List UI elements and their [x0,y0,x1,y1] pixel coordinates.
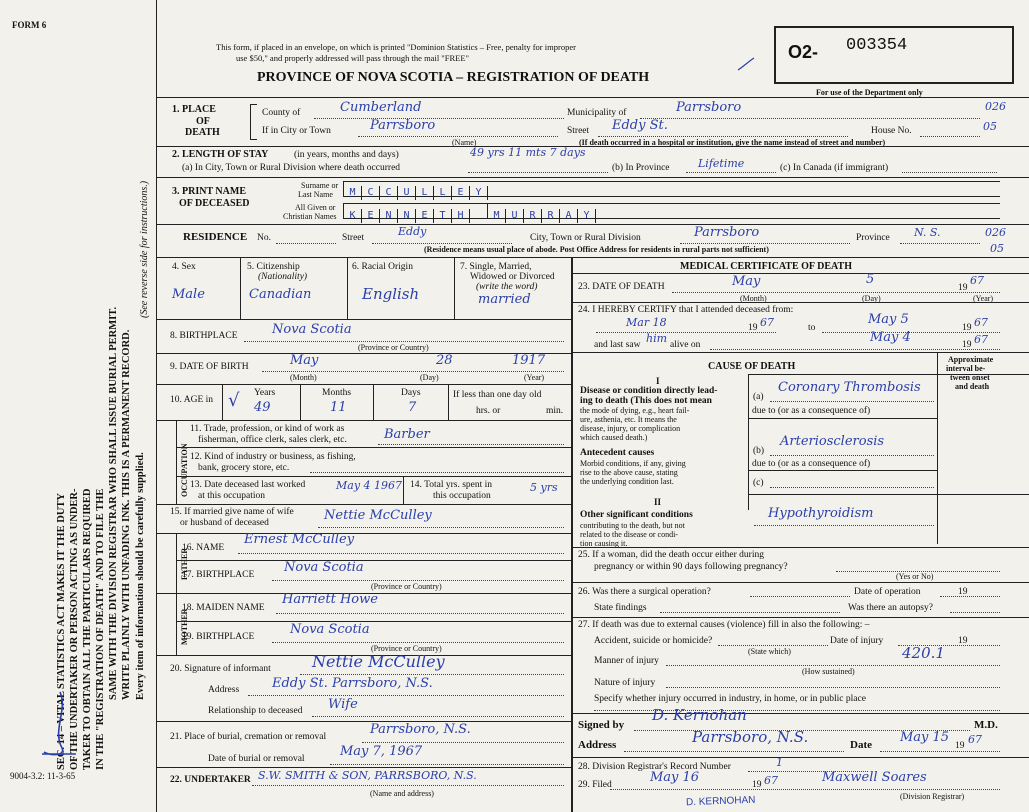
stay-label: 2. LENGTH OF STAY [172,149,269,160]
check-mark: √ [228,390,240,411]
age-years-value: 49 [254,400,271,415]
last-worked-label-1: 13. Date deceased last worked [190,480,306,490]
racial-origin-label: 6. Racial Origin [352,262,413,272]
informant-address-label: Address [208,685,240,695]
stay-c-label: (c) In Canada (if immigrant) [780,163,889,173]
record-number-value: 1 [776,756,783,769]
dob-month: May [290,353,319,368]
given-letter-boxes [343,203,1000,219]
to-year: 67 [974,316,988,329]
registration-number: 003354 [846,36,908,55]
other-conditions-value: Hypothyroidism [768,506,874,521]
last-worked-label-2: at this occupation [198,491,266,501]
dob-year: 1917 [512,353,546,368]
statute-notice-line6: WRITE PLAINLY WITH UNFADING INK. THIS IS A PERMANENT RECORD. [121,329,132,700]
dod-year-sub: (Year) [973,294,994,303]
from-year-prefix: 19 [748,323,758,333]
stay-a-value: 49 yrs 11 mts 7 days [470,146,586,159]
county-code: 026 [985,100,1006,113]
residence-label: RESIDENCE [183,231,248,243]
interval-label-3: tween onset [950,373,990,382]
antecedent-label-4: the underlying condition last. [580,477,674,486]
date-operation-label: Date of operation [854,587,921,597]
surname-letter: M [344,186,362,200]
given-letter: U [506,209,524,223]
form-title: PROVINCE OF NOVA SCOTIA – REGISTRATION OF DEATH [257,70,650,85]
state-findings-label: State findings [594,603,647,613]
residence-code1: 026 [985,226,1006,239]
stay-a-label: (a) In City, Town or Rural Division where death occurred [182,163,401,173]
filed-year-prefix: 19 [752,780,762,790]
q27-label: 27. If death was due to external causes (violence) fill in also the following: – [578,620,870,630]
burial-date-label: Date of burial or removal [208,754,305,764]
autopsy-label: Was there an autopsy? [848,603,933,613]
city-value: Parrsboro [370,118,436,133]
signature-date-label: Date [850,739,872,751]
burial-place-label: 21. Place of burial, cremation or removal [170,732,327,742]
father-birthplace-label: 17. BIRTHPLACE [182,570,255,580]
doctor-name-stamp: D. KERNOHAN [685,794,756,809]
sex-label: 4. Sex [172,262,196,272]
cause-title: CAUSE OF DEATH [708,361,796,372]
disease-label-2: ing to death (This does not mean [580,396,712,406]
place-label-3: DEATH [185,127,220,138]
city-label: If in City or Town [262,126,331,136]
trade-value: Barber [384,427,430,442]
dod-month: May [732,274,761,289]
surname-letter-boxes [343,181,1000,197]
cause-a-value: Coronary Thrombosis [778,380,921,395]
trade-label-2: fisherman, office clerk, sales clerk, etc. [198,435,347,445]
registration-prefix: O2- [788,42,819,62]
dod-label: 23. DATE OF DEATH [578,282,665,292]
signed-by-value: D. Kernohan [652,706,747,724]
house-number-label: House No. [871,126,912,136]
pen-mark [736,54,756,74]
father-name-value: Ernest McCulley [244,532,355,547]
residence-province-label: Province [856,233,890,243]
mother-maiden-label: 18. MAIDEN NAME [182,603,265,613]
accident-label: Accident, suicide or homicide? [594,636,713,646]
disease-label-4: ure, asthenia, etc. It means the [580,415,677,424]
given-letter: T [434,209,452,223]
disease-label-3: the mode of dying, e.g., heart fail- [580,406,690,415]
birthplace-sub: (Province or Country) [358,343,429,352]
municipality-value: Parrsboro [676,100,742,115]
spouse-label-1: 15. If married give name of wife [170,507,294,517]
alive-on-label: alive on [670,340,701,350]
given-letter: M [488,209,506,223]
surname-letter: L [434,186,452,200]
father-side-label: FATHER [180,547,189,580]
antecedent-label-3: rise to the above cause, stating [580,468,678,477]
house-code: 05 [983,120,997,133]
antecedent-label-1: Antecedent causes [580,448,655,458]
citizenship-label: 5. Citizenship [247,262,300,272]
place-label-1: 1. PLACE [172,104,216,115]
hrs-label: hrs. or [476,406,501,416]
interval-label-2: interval be- [946,364,986,373]
age-label: 10. AGE in [170,395,214,405]
spouse-label-2: or husband of deceased [180,518,269,528]
given-letter [470,204,488,218]
official-initials-mark [40,690,80,760]
division-registrar-signature: Maxwell Soares [822,770,927,785]
trade-label-1: 11. Trade, profession, or kind of work as [190,424,345,434]
md-label: M.D. [974,719,998,731]
residence-street-value: Eddy [398,225,427,238]
cause-roman-2: II [654,497,662,507]
disease-label-1: Disease or condition directly lead- [580,386,718,396]
q26-label: 26. Was there a surgical operation? [578,587,711,597]
min-label: min. [546,406,564,416]
undertaker-value: S.W. SMITH & SON, PARRSBORO, N.S. [258,769,477,782]
other-label-4: tion causing it. [580,539,628,548]
department-use-note: For use of the Department only [816,88,923,97]
given-letter: A [560,209,578,223]
father-birthplace-sub: (Province or Country) [371,582,442,591]
specify-label: Specify whether injury occurred in industry, in home, or in public place [594,694,866,704]
surname-letter: C [362,186,380,200]
due-to-a: due to (or as a consequence of) [752,406,871,416]
residence-code2: 05 [990,242,1004,255]
antecedent-label-2: Morbid conditions, if any, giving [580,459,686,468]
form-number: FORM 6 [12,20,47,30]
residence-note: (Residence means usual place of abode. Post Office Address for residents in rural parts not sufficient) [424,245,769,254]
spouse-value: Nettie McCulley [324,508,432,523]
q25-line2: pregnancy or within 90 days following pregnancy? [594,562,788,572]
sex-value: Male [172,287,205,302]
industry-label-2: bank, grocery store, etc. [198,463,290,473]
name-label-1: 3. PRINT NAME [172,186,246,197]
signature-date-year: 67 [968,733,982,746]
residence-no-label: No. [257,233,271,243]
citizenship-sub: (Nationality) [258,272,308,282]
county-label: County of [262,108,301,118]
other-label-1: Other significant conditions [580,510,693,520]
dod-day: 5 [866,272,875,287]
age-months-value: 11 [330,400,347,415]
surname-letter: L [416,186,434,200]
residence-street-label: Street [342,233,365,243]
dod-day-sub: (Day) [862,294,881,303]
from-year: 67 [760,316,774,329]
last-worked-value: May 4 1967 [336,479,403,492]
to-label: to [808,323,816,333]
given-letter: E [362,209,380,223]
every-item-note: Every item of information should be carefully supplied. [135,452,146,700]
statute-notice-line4: IN THE "REGISTRATION OF DEATH" AND TO FILE THE [95,488,106,770]
street-value: Eddy St. [612,118,668,133]
marital-label-3: (write the word) [476,282,538,292]
cause-b-value: Arteriosclerosis [780,434,885,449]
dob-year-sub: (Year) [524,373,545,382]
given-letter: H [452,209,470,223]
given-letter: N [380,209,398,223]
given-letter: K [344,209,362,223]
surname-letter: Y [470,186,488,200]
marital-value: married [478,292,531,307]
to-year-prefix: 19 [962,323,972,333]
dob-day: 28 [436,353,453,368]
informant-signature-value: Nettie McCulley [312,652,445,671]
filed-year: 67 [764,774,778,787]
last-saw-value: May 4 [870,330,911,345]
attended-to-value: May 5 [868,312,909,327]
how-sustained-sub: (How sustained) [802,667,855,676]
certify-label: 24. I HEREBY CERTIFY that I attended deceased from: [578,305,794,315]
residence-city-label: City, Town or Rural Division [530,233,641,243]
see-reverse-note: (See reverse side for instructions.) [139,180,150,318]
given-letter: N [398,209,416,223]
dod-month-sub: (Month) [740,294,767,303]
statute-notice-line3: TAKER TO OBTAIN ALL THE PARTICULARS REQUIRED [82,488,93,770]
surname-label-1: Surname or [301,181,339,190]
state-which-sub: (State which) [748,647,791,656]
attended-from-value: Mar 18 [626,316,667,329]
last-saw-him: him [646,332,668,345]
total-years-value: 5 yrs [530,481,558,494]
date-operation-19: 19 [958,587,968,597]
stay-b-value: Lifetime [698,157,745,170]
last-saw-year: 67 [974,333,988,346]
q25-line1: 25. If a woman, did the death occur either during [578,550,764,560]
dob-month-sub: (Month) [290,373,317,382]
signed-by-label: Signed by [578,719,625,731]
stay-b-label: (b) In Province [612,163,670,173]
due-to-b: due to (or as a consequence of) [752,459,871,469]
registration-number-box [774,26,1014,84]
disease-label-5: disease, injury, or complication [580,424,681,433]
statute-notice-line2: OF THE UNDERTAKER OR PERSON ACTING AS UNDER- [69,488,80,770]
last-saw-year-prefix: 19 [962,340,972,350]
birthplace-value: Nova Scotia [272,322,352,337]
disease-label-6: which caused death.) [580,433,648,442]
medical-title: MEDICAL CERTIFICATE OF DEATH [680,261,852,272]
county-value: Cumberland [340,100,422,115]
age-days-value: 7 [408,400,417,415]
informant-address-value: Eddy St. Parrsboro, N.S. [272,676,433,691]
age-months-label: Months [322,388,352,398]
birthplace-label: 8. BIRTHPLACE [170,331,238,341]
mother-birthplace-value: Nova Scotia [290,622,370,637]
mother-birthplace-label: 19. BIRTHPLACE [182,632,255,642]
dod-year-prefix: 19 [958,283,968,293]
filed-date-value: May 16 [650,770,700,785]
signature-date-value: May 15 [900,730,950,745]
surname-letter: U [398,186,416,200]
manner-label: Manner of injury [594,656,659,666]
signature-date-year-prefix: 19 [955,741,965,751]
q28-label: 28. Division Registrar's Record Number [578,762,731,772]
statute-notice-line5: SAME WITH THE DIVISION REGISTRAR WHO SHALL ISSUE BURIAL PERMIT. [108,306,119,700]
industry-label-1: 12. Kind of industry or business, as fishing, [190,452,356,462]
interval-label-4: and death [955,382,990,391]
undertaker-sub: (Name and address) [370,789,434,798]
relationship-label: Relationship to deceased [208,706,303,716]
father-birthplace-value: Nova Scotia [284,560,364,575]
place-label-2: OF [196,116,210,127]
dob-day-sub: (Day) [420,373,439,382]
doctor-address-label: Address [578,739,617,751]
given-letter: R [542,209,560,223]
street-label: Street [567,126,590,136]
city-name-sub: (Name) [452,138,477,147]
mail-notice-2: use $50," and properly addressed will pass through the mail "FREE" [236,53,470,63]
stay-sub: (in years, months and days) [294,150,399,160]
dod-year: 67 [970,274,984,287]
nature-label: Nature of injury [594,678,656,688]
age-days-label: Days [401,388,421,398]
residence-city-value: Parrsboro [694,225,760,240]
surname-letter: C [380,186,398,200]
statute-notice-line1: SEC. 14 – VITAL STATISTICS ACT MAKES IT THE DUTY [56,493,67,770]
given-label-2: Christian Names [283,212,337,221]
last-saw-label: and last saw [594,340,641,350]
name-label-2: OF DECEASED [179,198,250,209]
total-years-label-2: this occupation [433,491,491,501]
mother-side-label: MOTHER [180,608,189,645]
cause-a-label: (a) [753,392,764,402]
citizenship-value: Canadian [249,287,312,302]
date-injury-19: 19 [958,636,968,646]
informant-signature-label: 20. Signature of informant [170,664,271,674]
racial-origin-value: English [362,285,420,303]
total-years-label-1: 14. Total yrs. spent in [410,480,493,490]
mother-birthplace-sub: (Province or Country) [371,644,442,653]
relationship-value: Wife [328,697,358,712]
mail-notice-1: This form, if placed in an envelope, on which is printed "Dominion Statistics – Free, penalty for improper [216,42,576,52]
municipality-label: Municipality of [567,108,627,118]
q29-label: 29. Filed [578,780,612,790]
form-code: 9004-3.2: 11-3-65 [10,771,76,781]
dob-label: 9. DATE OF BIRTH [170,362,249,372]
marital-label-1: 7. Single, Married, [460,262,532,272]
age-years-label: Years [254,388,276,398]
occupation-side-label: OCCUPATION [180,443,189,497]
given-letter: Y [578,209,596,223]
hospital-note: (If death occurred in a hospital or institution, give the name instead of street and number) [579,138,886,147]
mother-maiden-value: Harriett Howe [282,592,378,607]
residence-province-value: N. S. [914,226,941,239]
cause-roman-1: I [656,376,660,386]
given-letter: E [416,209,434,223]
burial-place-value: Parrsboro, N.S. [370,722,471,737]
interval-label-1: Approximate [948,355,994,364]
manner-value: 420.1 [902,644,945,662]
yes-no-sub: (Yes or No) [896,572,934,581]
date-injury-label: Date of injury [830,636,884,646]
father-name-label: 16. NAME [182,543,225,553]
marital-label-2: Widowed or Divorced [470,272,555,282]
given-label-1: All Given or [295,203,336,212]
less-than-day-label: If less than one day old [453,390,542,400]
doctor-address-value: Parrsboro, N.S. [692,728,809,746]
other-label-3: related to the disease or condi- [580,530,678,539]
given-letter: R [524,209,542,223]
division-registrar-sub: (Division Registrar) [900,792,965,801]
other-label-2: contributing to the death, but not [580,521,685,530]
undertaker-label: 22. UNDERTAKER [170,775,251,785]
burial-date-value: May 7, 1967 [340,744,423,759]
surname-label-2: Last Name [298,190,333,199]
surname-letter: E [452,186,470,200]
cause-b-label: (b) [753,446,765,456]
cause-c-label: (c) [753,478,764,488]
